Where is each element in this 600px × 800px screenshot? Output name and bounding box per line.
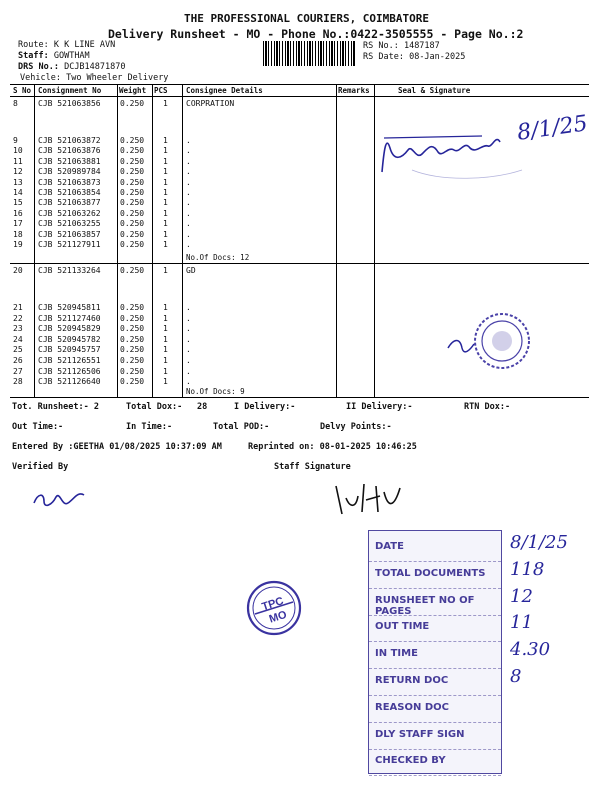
row-sno: 15	[13, 198, 23, 208]
row-weight: 0.250	[120, 366, 145, 376]
row-weight: 0.250	[120, 345, 145, 355]
staff-label: Staff:	[18, 51, 49, 61]
row-sno: 17	[13, 219, 23, 229]
stamp-row-label: TOTAL DOCUMENTS	[375, 567, 486, 579]
row-consignment: CJB 521126640	[38, 377, 101, 387]
row-weight: 0.250	[120, 313, 145, 323]
row-details: .	[186, 146, 191, 156]
reprinted-on: Reprinted on: 08-01-2025 10:46:25	[248, 442, 417, 452]
row-consignment: CJB 521126506	[38, 366, 101, 376]
row-weight: 0.250	[120, 188, 145, 197]
signature-date: 8/1/25	[515, 111, 590, 146]
col-divider	[152, 84, 153, 397]
row-details: .	[186, 345, 191, 355]
table-bottom-border	[10, 397, 589, 398]
row-weight: 0.250	[120, 334, 145, 344]
row-sno: 23	[13, 324, 23, 334]
row-pcs: 1	[163, 266, 168, 275]
col-divider	[117, 84, 118, 397]
stamp-row-label: OUT TIME	[375, 621, 430, 633]
row-weight: 0.250	[120, 99, 145, 108]
rs-no-line	[363, 41, 440, 51]
row-weight: 0.250	[120, 324, 145, 334]
header-bottom-border	[10, 96, 589, 97]
vehicle-label: Vehicle:	[20, 73, 61, 83]
row-sno: 28	[13, 377, 23, 387]
row-weight: 0.250	[120, 356, 145, 365]
row-consignment: CJB 521063856	[38, 99, 101, 108]
group1-consignee: CORPRATION	[186, 99, 235, 108]
row-weight: 0.250	[120, 266, 145, 275]
row-pcs: 1	[163, 240, 168, 249]
group1-docs: No.Of Docs: 12	[186, 253, 250, 262]
runsheet-subtitle: Delivery Runsheet - MO - Phone No.:0422-3505555 - Page No.:2	[108, 27, 524, 41]
row-details: .	[186, 229, 191, 239]
row-pcs: 1	[163, 334, 168, 344]
table-top-border	[10, 84, 589, 85]
row-sno: 13	[13, 177, 23, 187]
row-details: .	[186, 313, 191, 323]
row-pcs: 1	[163, 356, 168, 365]
row-weight: 0.250	[120, 229, 145, 239]
row-pcs: 1	[163, 177, 168, 187]
row-sno: 14	[13, 188, 23, 197]
tpc-seal-line2: MO	[267, 608, 289, 626]
row-weight: 0.250	[120, 219, 145, 229]
row-pcs: 1	[163, 208, 168, 218]
drs-value: DCJB14871870	[64, 62, 126, 72]
row-sno: 20	[13, 266, 23, 275]
out-time: Out Time:-	[12, 422, 64, 432]
delvy-points: Delvy Points:-	[320, 422, 392, 432]
row-sno: 25	[13, 345, 23, 355]
row-sno: 16	[13, 208, 23, 218]
header-remarks: Remarks	[338, 86, 370, 95]
in-time: In Time:-	[126, 422, 173, 432]
row-details: .	[186, 366, 191, 376]
row-consignment: CJB 520945757	[38, 345, 101, 355]
row-weight: 0.250	[120, 136, 145, 145]
ii-delivery: II Delivery:-	[346, 402, 413, 412]
stamp-row-label: DLY STAFF SIGN	[375, 728, 465, 740]
row-weight: 0.250	[120, 146, 145, 156]
row-details: .	[186, 240, 191, 249]
stamp-row-label: DATE	[375, 541, 404, 552]
row-pcs: 1	[163, 99, 168, 108]
row-consignment: CJB 521063873	[38, 177, 101, 187]
stamp-row-label: CHECKED BY	[375, 755, 446, 767]
col-divider	[182, 84, 183, 397]
row-consignment: CJB 521127911	[38, 240, 101, 249]
rs-date-label: RS Date:	[363, 52, 404, 62]
total-pod: Total POD:-	[213, 422, 270, 432]
row-pcs: 1	[163, 324, 168, 334]
group-divider	[10, 263, 589, 264]
header-sno: S No	[13, 86, 32, 95]
tot-runsheet: Tot. Runsheet:- 2	[12, 402, 99, 412]
row-pcs: 1	[163, 366, 168, 376]
header-weight: Weight	[119, 86, 147, 95]
row-details: .	[186, 167, 191, 177]
row-details: .	[186, 177, 191, 187]
stamp-row-label: IN TIME	[375, 648, 418, 660]
row-pcs: 1	[163, 377, 168, 387]
row-details: .	[186, 198, 191, 208]
staff-scribble	[330, 478, 420, 518]
rtn-dox: RTN Dox:-	[464, 402, 511, 412]
row-details: .	[186, 136, 191, 145]
row-pcs: 1	[163, 345, 168, 355]
stamp-row-value: 4.30	[510, 639, 551, 661]
row-weight: 0.250	[120, 177, 145, 187]
row-weight: 0.250	[120, 198, 145, 208]
stamp-row-label: RETURN DOC	[375, 675, 449, 686]
row-pcs: 1	[163, 303, 168, 312]
row-consignment: CJB 520945811	[38, 303, 101, 312]
row-sno: 10	[13, 146, 23, 156]
row-weight: 0.250	[120, 156, 145, 166]
row-pcs: 1	[163, 198, 168, 208]
vehicle-value: Two Wheeler Delivery	[66, 73, 169, 83]
barcode	[263, 41, 355, 66]
stamp-row	[369, 745, 501, 776]
row-sno: 11	[13, 156, 23, 166]
row-weight: 0.250	[120, 303, 145, 312]
row-sno: 26	[13, 356, 23, 365]
row-consignment: CJB 521063262	[38, 208, 101, 218]
total-dox-value: 28	[197, 402, 208, 412]
row-weight: 0.250	[120, 208, 145, 218]
round-seal	[440, 308, 550, 378]
rs-date-value: 08-Jan-2025	[409, 52, 466, 62]
row-sno: 18	[13, 229, 23, 239]
route-value: K K LINE AVN	[53, 40, 116, 50]
stamp-row-label: REASON DOC	[375, 701, 449, 713]
row-details: .	[186, 156, 191, 166]
rs-date-line	[363, 52, 465, 62]
row-consignment: CJB 521133264	[38, 266, 101, 275]
row-pcs: 1	[163, 188, 168, 197]
stamp-row-value: 8/1/25	[510, 532, 568, 553]
row-consignment: CJB 520945782	[38, 334, 101, 344]
row-sno: 19	[13, 240, 23, 249]
rs-no-value: 1487187	[403, 41, 440, 51]
route-line	[18, 40, 115, 50]
entered-by: Entered By :GEETHA 01/08/2025 10:37:09 AM	[12, 442, 222, 452]
tpc-seal	[244, 578, 304, 638]
row-consignment: CJB 521063881	[38, 156, 101, 166]
stamp-row-value: 118	[510, 558, 545, 580]
header-consignment: Consignment No	[38, 86, 102, 95]
drs-label: DRS No.:	[18, 62, 59, 72]
row-weight: 0.250	[120, 240, 145, 249]
header-pcs: PCS	[154, 86, 168, 95]
row-consignment: CJB 521126551	[38, 356, 101, 365]
group2-consignee: GD	[186, 266, 196, 275]
row-consignment: CJB 521063857	[38, 229, 101, 239]
col-divider	[336, 84, 337, 397]
row-details: .	[186, 219, 191, 229]
row-weight: 0.250	[120, 377, 145, 387]
row-consignment: CJB 521063872	[38, 136, 101, 145]
row-details: .	[186, 303, 191, 312]
row-details: .	[186, 377, 191, 387]
header-consignee: Consignee Details	[186, 86, 263, 95]
row-pcs: 1	[163, 219, 168, 229]
tpc-seal-line1: TPC	[260, 595, 286, 614]
row-consignment: CJB 521063877	[38, 198, 101, 208]
staff-line	[18, 51, 90, 61]
verified-scribble	[30, 485, 90, 515]
stamp-row-value: 12	[510, 585, 533, 607]
row-sno: 12	[13, 167, 23, 177]
total-dox-label: Total Dox:-	[126, 402, 183, 412]
route-label: Route:	[18, 40, 49, 50]
stamp-row-value: 8	[510, 666, 522, 687]
row-pcs: 1	[163, 313, 168, 323]
row-consignment: CJB 521063876	[38, 146, 101, 156]
header-seal: Seal & Signature	[398, 86, 471, 95]
row-sno: 21	[13, 303, 23, 312]
row-pcs: 1	[163, 167, 168, 177]
row-pcs: 1	[163, 156, 168, 166]
row-consignment: CJB 521063854	[38, 188, 101, 197]
verified-by: Verified By	[12, 462, 69, 472]
row-consignment: CJB 520989784	[38, 167, 101, 177]
row-details: .	[186, 188, 191, 197]
row-weight: 0.250	[120, 167, 145, 177]
row-pcs: 1	[163, 229, 168, 239]
row-consignment: CJB 521063255	[38, 219, 101, 229]
stamp-row-label: RUNSHEET NO OF PAGES	[375, 594, 475, 617]
row-pcs: 1	[163, 146, 168, 156]
row-sno: 27	[13, 366, 23, 376]
staff-signature-label: Staff Signature	[274, 462, 351, 472]
company-title: THE PROFESSIONAL COURIERS, COIMBATORE	[184, 12, 430, 25]
row-sno: 8	[13, 99, 18, 108]
i-delivery: I Delivery:-	[234, 402, 296, 412]
group2-docs: No.Of Docs: 9	[186, 387, 245, 396]
vehicle-line	[20, 73, 168, 83]
stamp-row-value: 11	[510, 612, 533, 634]
rs-no-label: RS No.:	[363, 41, 399, 51]
row-sno: 9	[13, 136, 18, 145]
row-consignment: CJB 520945829	[38, 324, 101, 334]
row-details: .	[186, 324, 191, 334]
drs-line	[18, 62, 126, 72]
row-consignment: CJB 521127460	[38, 313, 101, 323]
row-details: .	[186, 356, 191, 365]
row-sno: 22	[13, 313, 23, 323]
staff-value: GOWTHAM	[53, 51, 90, 61]
control-stamp	[368, 530, 502, 774]
row-details: .	[186, 334, 191, 344]
row-sno: 24	[13, 334, 23, 344]
col-divider	[34, 84, 35, 397]
row-pcs: 1	[163, 136, 168, 145]
row-details: .	[186, 208, 191, 218]
